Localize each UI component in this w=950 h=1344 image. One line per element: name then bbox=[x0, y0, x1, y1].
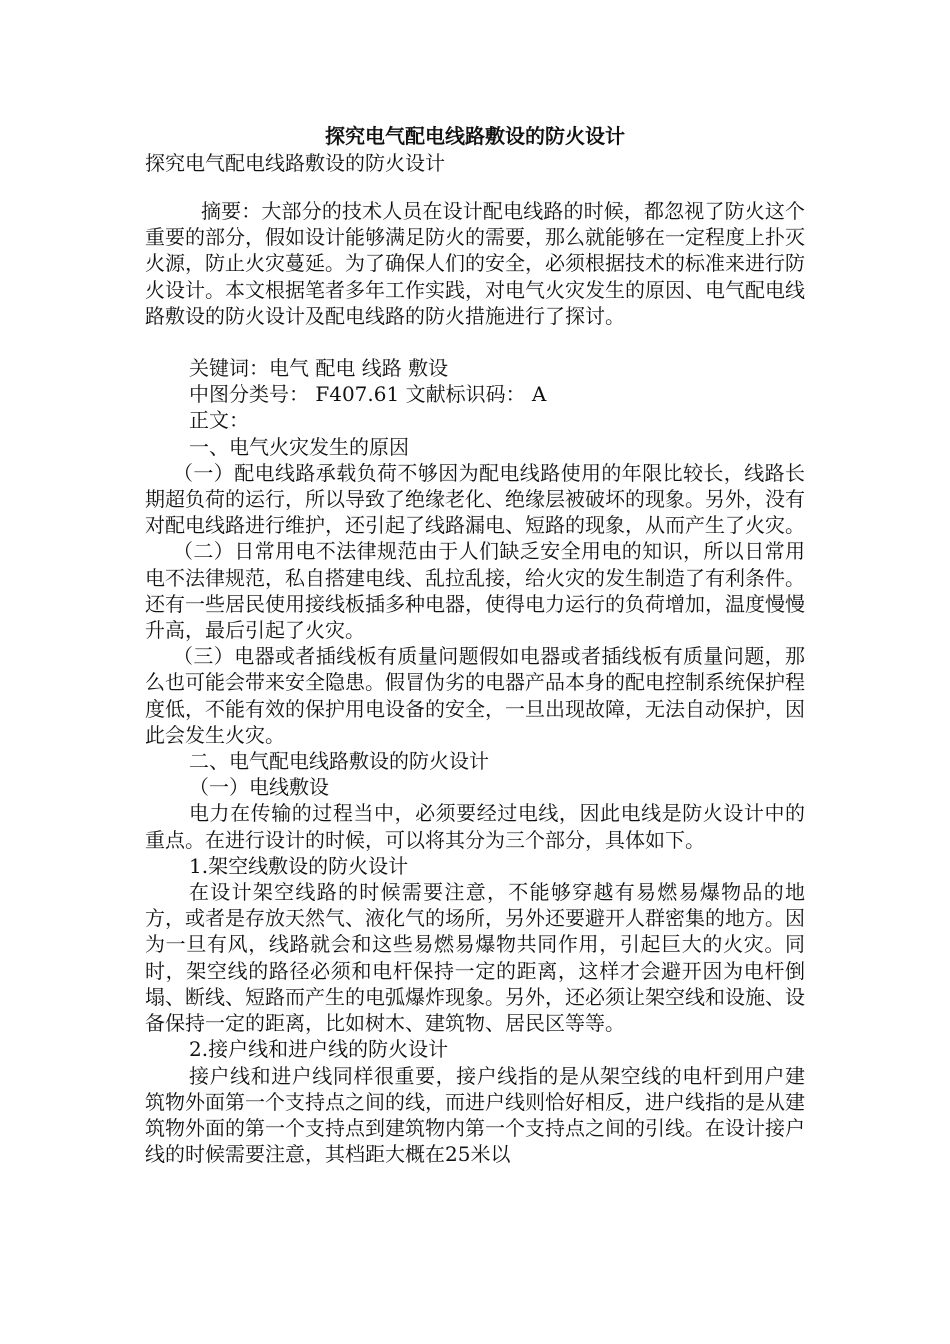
abstract-paragraph: 摘要：大部分的技术人员在设计配电线路的时候，都忽视了防火这个重要的部分，假如设计能够满足防火的需要，那么就能够在一定程度上扑灭火源，防止火灾蔓延。为了确保人们的安全，必须根据技术的标准来进行防火设计。本文根据笔者多年工作实践，对电气火灾发生的原因、电气配电线路敷设的防火设计及配电线路的防火措施进行了探讨。 bbox=[145, 199, 805, 328]
paragraph-2: （二）日常用电不法律规范由于人们缺乏安全用电的知识，所以日常用电不法律规范，私自搭建电线、乱拉乱接，给火灾的发生制造了有利条件。还有一些居民使用接线板插多种电器，使得电力运行的负荷增加，温度慢慢升高，最后引起了火灾。 bbox=[145, 539, 805, 643]
subsection-heading-1: （一）电线敷设 bbox=[189, 775, 329, 800]
document-title: 探究电气配电线路敷设的防火设计 bbox=[325, 124, 625, 148]
item-heading-2: 2.接户线和进户线的防火设计 bbox=[189, 1037, 449, 1062]
section-heading-2: 二、电气配电线路敷设的防火设计 bbox=[189, 749, 489, 774]
paragraph-3: （三）电器或者插线板有质量问题假如电器或者插线板有质量问题，那么也可能会带来安全隐患。假冒伪劣的电器产品本身的配电控制系统保护程度低，不能有效的保护用电设备的安全，一旦出现故障，无法自动保护，因此会发生火灾。 bbox=[145, 644, 805, 747]
paragraph-1: （一）配电线路承载负荷不够因为配电线路使用的年限比较长，线路长期超负荷的运行，所以导致了绝缘老化、绝缘层被破坏的现象。另外，没有对配电线路进行维护，还引起了线路漏电、短路的现象，从而产生了火灾。 bbox=[145, 460, 805, 538]
section-heading-1: 一、电气火灾发生的原因 bbox=[189, 434, 409, 459]
paragraph-6: 接户线和进户线同样很重要，接户线指的是从架空线的电杆到用户建筑物外面第一个支持点之间的线，而进户线则恰好相反，进户线指的是从建筑物外面的第一个支持点到建筑物内第一个支持点之间的引线。在设计接户线的时候需要注意，其档距大概在25米以 bbox=[145, 1063, 805, 1167]
paragraph-4: 电力在传输的过程当中，必须要经过电线，因此电线是防火设计中的重点。在进行设计的时候，可以将其分为三个部分，具体如下。 bbox=[145, 801, 805, 852]
document-subtitle: 探究电气配电线路敷设的防火设计 bbox=[145, 151, 445, 175]
classification-line: 中图分类号： F407.61 文献标识码： A bbox=[189, 382, 547, 407]
paragraph-5: 在设计架空线路的时候需要注意，不能够穿越有易燃易爆物品的地方，或者是存放天然气、液化气的场所，另外还要避开人群密集的地方。因为一旦有风，线路就会和这些易燃易爆物共同作用，引起巨大的火灾。同时，架空线的路径必须和电杆保持一定的距离，这样才会避开因为电杆倒塌、断线、短路而产生的电弧爆炸现象。另外，还必须让架空线和设施、设备保持一定的距离，比如树木、建筑物、居民区等等。 bbox=[145, 880, 805, 1036]
item-heading-1: 1.架空线敷设的防火设计 bbox=[189, 853, 409, 878]
body-label: 正文： bbox=[189, 408, 249, 433]
document-body bbox=[145, 198, 805, 1167]
keywords-line: 关键词：电气 配电 线路 敷设 bbox=[189, 356, 449, 381]
spacer bbox=[145, 329, 805, 355]
